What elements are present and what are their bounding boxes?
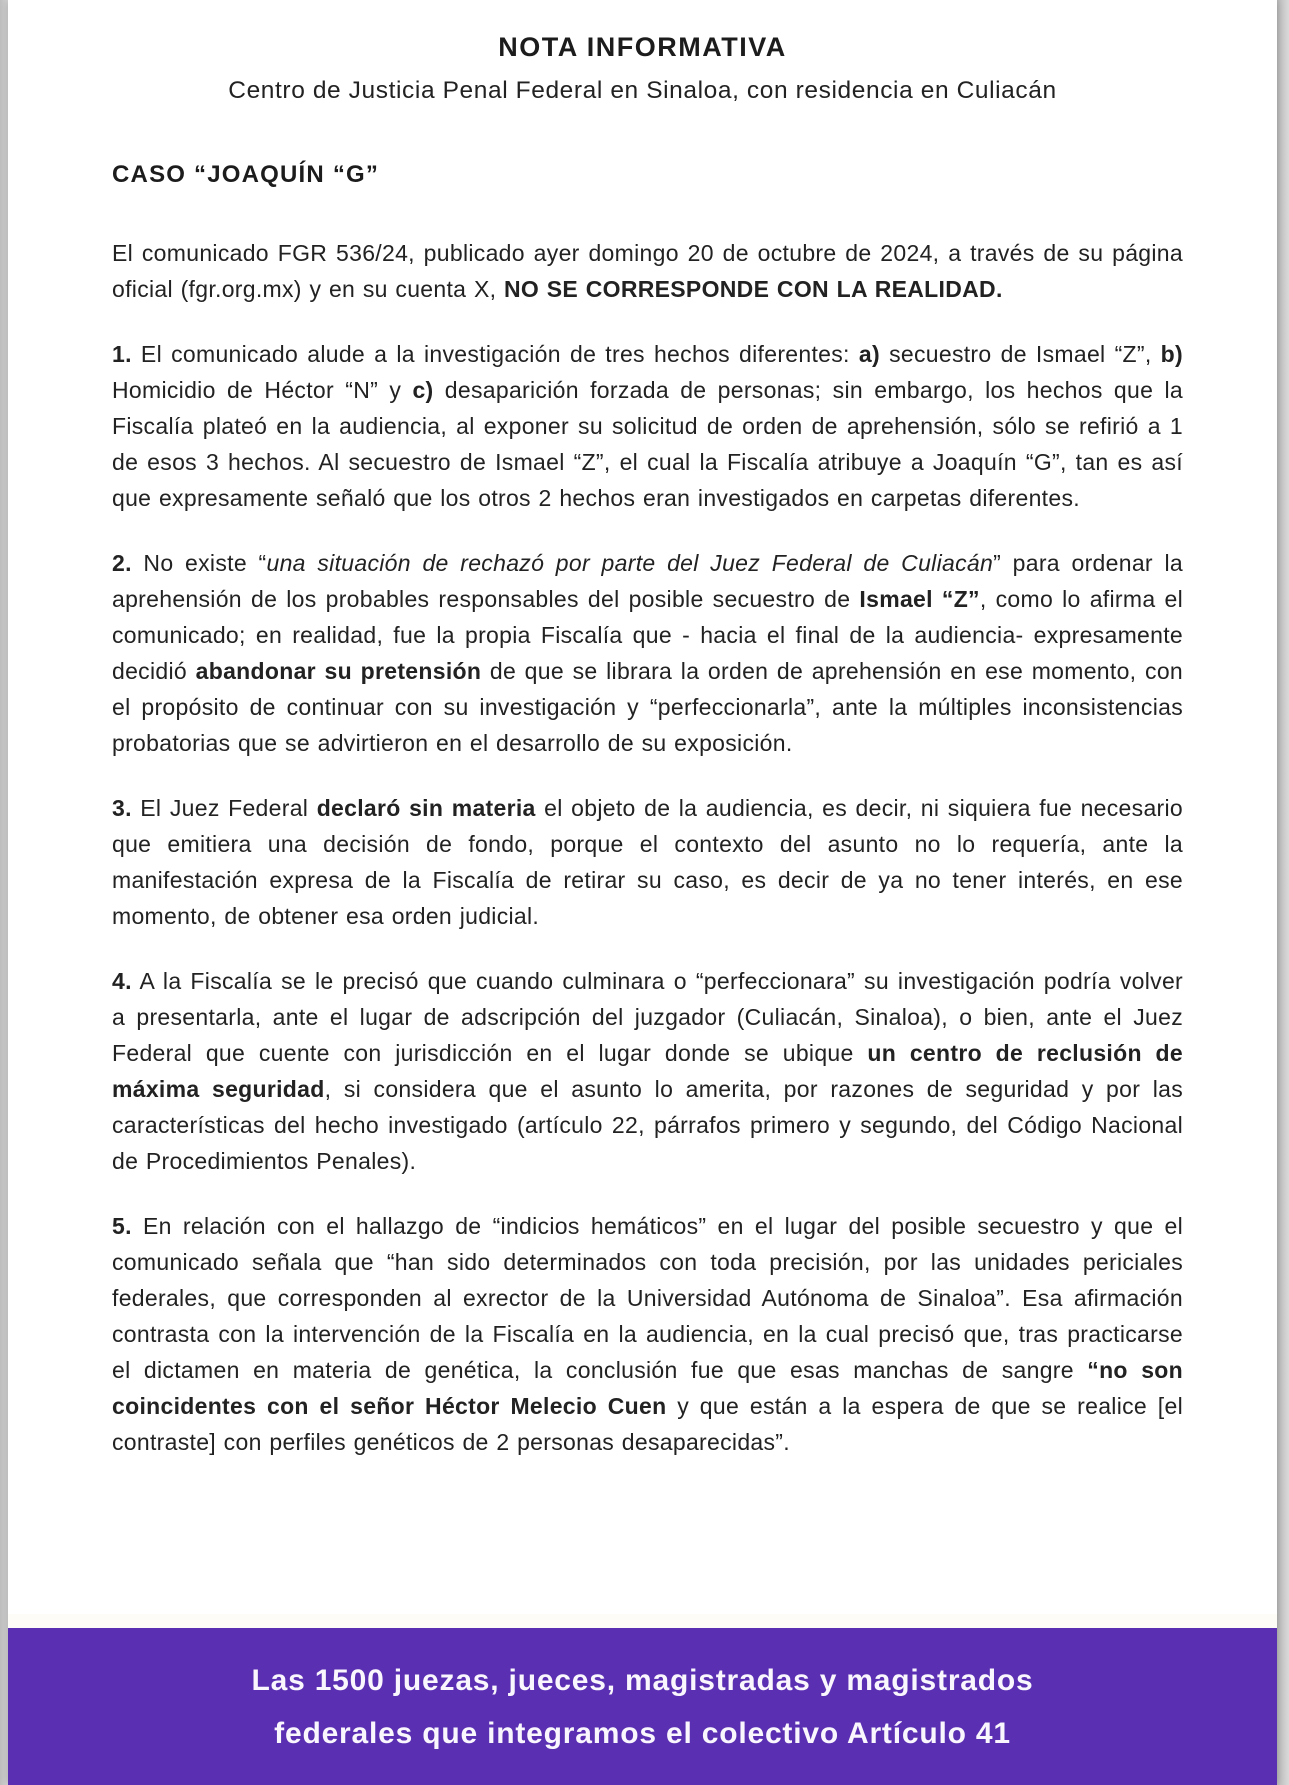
text-run: En relación con el hallazgo de “indicios hemáticos” en el lugar del posible secuestro y que el comunicado señala que “han sido determinados con toda precisión, por las unidades periciales federales, que corresponden al exrector de la Universidad Autónoma de Sinaloa”. Esa afirmación contrasta con la intervención de la Fiscalía en la audiencia, en la cual precisó que, tras practicarse el dictamen en materia de genética, la conclusión fue que esas manchas de sangre <box>112 1213 1183 1383</box>
text-run: , si considera que el asunto lo amerita, por razones de seguridad y por las características del hecho investigado (artículo 22, párrafos primero y segundo, del Código Nacional de Procedimientos Penales). <box>112 1076 1183 1174</box>
bold-text-run: 3. <box>112 795 132 821</box>
bold-text-run: “no son coincidentes con el señor Héctor Melecio Cuen <box>112 1357 1183 1419</box>
bold-text-run: c) <box>412 377 434 403</box>
case-heading: CASO “JOAQUÍN “G” <box>112 161 380 188</box>
paragraph-intro <box>112 235 1183 307</box>
footer-banner <box>8 1628 1277 1785</box>
scan-edge-left <box>0 0 8 1785</box>
scan-edge-right <box>1277 0 1289 1785</box>
document-title: NOTA INFORMATIVA <box>498 32 787 62</box>
text-run: y que están a la espera de que se realice [el contraste] con perfiles genéticos de 2 personas desaparecidas”. <box>112 1393 1183 1455</box>
text-run: el objeto de la audiencia, es decir, ni siquiera fue necesario que emitiera una decisión de fondo, porque el contexto del asunto no lo requería, ante la manifestación expresa de la Fiscalía de retirar su caso, es decir de ya no tener interés, en ese momento, de obtener esa orden judicial. <box>112 795 1183 929</box>
bold-text-run: a) <box>858 341 880 367</box>
document-header <box>8 0 1277 105</box>
text-run: , como lo afirma el comunicado; en realidad, fue la propia Fiscalía que - hacia el final de la audiencia- expresamente decidió <box>112 586 1183 684</box>
text-run: Homicidio de Héctor “N” y <box>112 377 413 403</box>
bold-text-run: 1. <box>112 341 132 367</box>
text-run: A la Fiscalía se le precisó que cuando culminara o “perfeccionara” su investigación podría volver a presentarla, ante el lugar de adscripción del juzgador (Culiacán, Sinaloa), o bien, ante el Juez Federal que cuente con jurisdicción en el lugar donde se ubique <box>112 968 1183 1066</box>
footer-banner-line-1: Las 1500 juezas, jueces, magistradas y magistrados <box>251 1663 1034 1697</box>
bold-text-run: 5. <box>112 1213 132 1239</box>
document-subtitle: Centro de Justicia Penal Federal en Sinaloa, con residencia en Culiacán <box>228 77 1057 104</box>
bold-text-run: b) <box>1160 341 1183 367</box>
document-page <box>8 0 1277 1785</box>
paragraph-point-2 <box>112 545 1183 761</box>
text-run: secuestro de Ismael “Z”, <box>879 341 1161 367</box>
text-run: No existe “ <box>131 550 267 576</box>
bold-text-run: 2. <box>112 550 132 576</box>
bold-text-run: un centro de reclusión de máxima seguridad <box>112 1040 1184 1102</box>
bold-text-run: abandonar su pretensión <box>195 658 482 684</box>
document-body <box>112 235 1183 1460</box>
bold-text-run: declaró sin materia <box>316 795 536 821</box>
text-run: El comunicado FGR 536/24, publicado ayer domingo 20 de octubre de 2024, a través de su página oficial (fgr.org.mx) y en su cuenta X, <box>112 240 1183 302</box>
bold-text-run: Ismael “Z” <box>859 586 980 612</box>
italic-text-run: una situación de rechazó por parte del Juez Federal de Culiacán <box>266 550 994 576</box>
text-run: El Juez Federal <box>131 795 317 821</box>
pre-banner-tint <box>8 1614 1277 1628</box>
text-run: El comunicado alude a la investigación de tres hechos diferentes: <box>131 341 859 367</box>
paragraph-point-1 <box>112 336 1183 516</box>
paragraph-point-4 <box>112 963 1183 1179</box>
paragraph-point-3 <box>112 790 1183 934</box>
text-run: de que se librara la orden de aprehensión en ese momento, con el propósito de continuar con su investigación y “perfeccionarla”, ante la múltiples inconsistencias probatorias que se advirtieron en el desarrollo de su exposición. <box>112 658 1183 756</box>
text-run: desaparición forzada de personas; sin embargo, los hechos que la Fiscalía plateó en la audiencia, al exponer su solicitud de orden de aprehensión, sólo se refirió a 1 de esos 3 hechos. Al secuestro de Ismael “Z”, el cual la Fiscalía atribuye a Joaquín “G”, tan es así que expresamente señaló que los otros 2 hechos eran investigados en carpetas diferentes. <box>112 377 1183 511</box>
bold-text-run: NO SE CORRESPONDE CON LA REALIDAD. <box>503 276 1003 302</box>
bold-text-run: 4. <box>112 968 132 994</box>
footer-banner-line-2: federales que integramos el colectivo Artículo 41 <box>274 1716 1011 1750</box>
paragraph-point-5 <box>112 1208 1183 1460</box>
text-run: ” para ordenar la aprehensión de los probables responsables del posible secuestro de <box>112 550 1183 612</box>
